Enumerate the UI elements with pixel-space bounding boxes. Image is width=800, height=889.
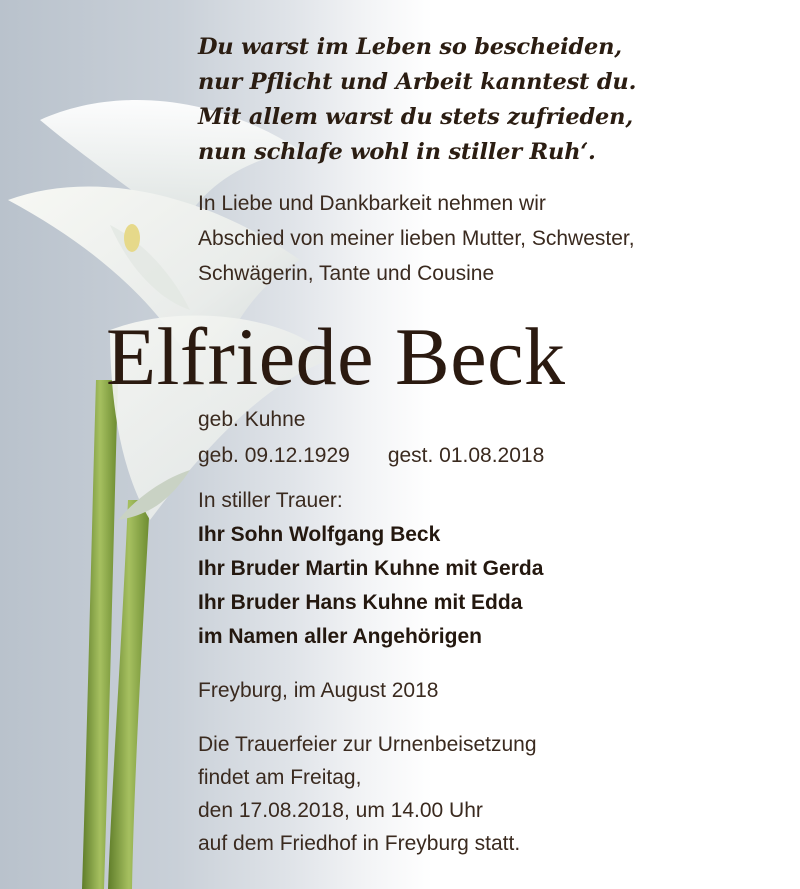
intro-line: Abschied von meiner lieben Mutter, Schwester, (198, 227, 635, 250)
mourner-name: Ihr Bruder Martin Kuhne mit Gerda (198, 557, 544, 580)
intro-line: Schwägerin, Tante und Cousine (198, 262, 495, 285)
verse-line: nur Pflicht und Arbeit kanntest du. (198, 69, 637, 95)
mourner-name: im Namen aller Angehörigen (198, 625, 482, 648)
birth-date: geb. 09.12.1929 (198, 444, 350, 467)
verse-line: Mit allem warst du stets zufrieden, (198, 104, 633, 130)
deceased-details (198, 402, 788, 474)
funeral-line: findet am Freitag, (198, 766, 362, 789)
place-and-date: Freyburg, im August 2018 (198, 679, 439, 702)
death-date: gest. 01.08.2018 (387, 444, 545, 467)
mourner-name: Ihr Bruder Hans Kuhne mit Edda (198, 591, 523, 614)
maiden-name: geb. Kuhne (198, 408, 306, 431)
verse-line: Du warst im Leben so bescheiden, (198, 34, 622, 60)
funeral-notice (198, 728, 788, 860)
verse-line: nun schlafe wohl in stiller Ruh‘. (198, 139, 596, 165)
mourners-block (198, 484, 788, 654)
funeral-line: den 17.08.2018, um 14.00 Uhr (198, 799, 483, 822)
funeral-line: Die Trauerfeier zur Urnenbeisetzung (198, 733, 537, 756)
memorial-verse (198, 30, 758, 170)
life-dates (198, 438, 788, 474)
intro-line: In Liebe und Dankbarkeit nehmen wir (198, 192, 546, 215)
funeral-line: auf dem Friedhof in Freyburg statt. (198, 832, 521, 855)
deceased-name: Elfriede Beck (106, 311, 566, 402)
mourners-heading: In stiller Trauer: (198, 489, 343, 512)
farewell-intro (198, 186, 788, 291)
mourner-name: Ihr Sohn Wolfgang Beck (198, 523, 441, 546)
